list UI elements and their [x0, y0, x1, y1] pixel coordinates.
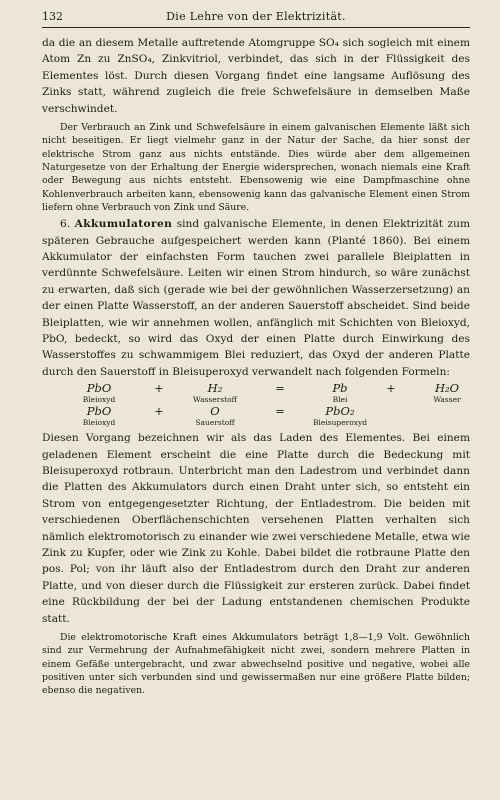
formula-operator: = — [275, 381, 285, 396]
formula-operator: + — [154, 381, 164, 396]
formula-label: Wasser — [433, 395, 461, 405]
section-accumulators — [42, 216, 470, 380]
section-text: sind galvanische Elemente, in denen Elektrizität zum späteren Gebrauche aufgespeichert werden kann (Planté 1860). Bei einem Akkumulator der einfachsten Form tauchen zwei parallele Bleiplatten in verdünnte Schwefelsäure. Leiten wir einen Strom hindurch, so wäre zunächst zu erwarten, daß sich (gerade wie bei der gewöhnlichen Wasserzersetzung) an der einen Platte Wasserstoff, an der anderen Sauerstoff abscheidet. Sind beide Bleiplatten, wie wir annehmen wollen, anfänglich mit Schichten von Bleioxyd, PbO, bedeckt, so wird das Oxyd der einen Platte durch Einwirkung des Wasserstoffes zu schwammigem Blei reduziert, das Oxyd der anderen Platte durch den Sauerstoff in Bleisuperoxyd verwandelt nach folgenden Formeln: — [42, 218, 471, 378]
formula-term: PbO — [86, 404, 112, 419]
formula-term: O — [210, 404, 220, 419]
formula-label: Bleioxyd — [82, 395, 116, 405]
formula-labels-2 — [42, 418, 470, 428]
paragraph-5-small: Die elektromotorische Kraft eines Akkumulators beträgt 1,8—1,9 Volt. Gewöhnlich sind zur Vermehrung der Aufnahmefähigkeit nicht zwei, sondern mehrere Platten in einem Gefäße untergebracht, und zwar abwechselnd positive und negative, wobei alle positiven unter sich verbunden sind und gewissermaßen nur eine größere Platte bilden; ebenso die negativen. — [42, 632, 470, 697]
paragraph-1: da die an diesem Metalle auftretende Atomgruppe SO₄ sich sogleich mit einem Atom Zn zu ZnSO₄, Zinkvitriol, verbindet, das sich in der Flüssigkeit des Elementes löst. Durch diesen Vorgang findet eine langsame Auflösung des Zinks statt, während zugleich die freie Schwefelsäure in demselben Maße verschwindet. — [42, 37, 470, 115]
formula-term: H₂ — [207, 381, 223, 396]
paragraph-2-small: Der Verbrauch an Zink und Schwefelsäure in einem galvanischen Elemente läßt sich nicht beseitigen. Er liegt vielmehr ganz in der Natur der Sache, da hier sonst der elektrische Strom ganz aus nichts entstände. Dies würde aber dem allgemeinen Naturgesetze von der Erhaltung der Energie widersprechen, wonach niemals eine Kraft oder Bewegung aus nichts entsteht. Ebensowenig wie eine Dampfmaschine ohne Kohlenverbrauch arbeiten kann, ebensowenig kann das galvanische Element einen Strom liefern ohne Verbrauch von Zink und Säure. — [42, 122, 470, 213]
formula-label: Blei — [332, 395, 348, 405]
section-number: 6. — [60, 218, 71, 231]
formula-term: Pb — [332, 381, 348, 396]
formula-term: PbO₂ — [325, 404, 355, 419]
formula-label: Bleioxyd — [82, 418, 116, 428]
page-number: 132 — [42, 10, 63, 23]
formula-label: Bleisuperoxyd — [312, 418, 368, 428]
formula-operator: + — [154, 404, 164, 419]
running-header — [42, 10, 470, 28]
running-title: Die Lehre von der Elektrizität. — [166, 10, 346, 23]
formula-label: Sauerstoff — [195, 418, 235, 428]
formula-term: H₂O — [434, 381, 460, 396]
formula-row-1 — [42, 382, 470, 395]
formula-term: PbO — [86, 381, 112, 396]
paragraph-4: Diesen Vorgang bezeichnen wir als das Laden des Elementes. Bei einem geladenen Element erscheint die eine Platte durch die Bedeckung mit Bleisuperoxyd rotbraun. Unterbricht man den Ladestrom und verbindet dann die Platten des Akkumulators durch einen Draht unter sich, so entsteht ein Strom von entgegengesetzter Richtung, der Entladestrom. Die beiden mit verschiedenen Oberflächenschichten versehenen Platten verhalten sich nämlich elektromotorisch zu einander wie zwei verschiedene Metalle, etwa wie Zink zu Kupfer, oder wie Zink zu Kohle. Dabei bildet die rotbraune Platte den pos. Pol; von ihr läuft also der Entladestrom durch den Draht zur anderen Platte, und von dieser durch die Flüssigkeit zur ersteren zurück. Dabei findet eine Rückbildung der bei der Ladung entstandenen chemischen Produkte statt. — [42, 432, 470, 625]
chemical-formulas — [42, 382, 470, 428]
formula-row-2 — [42, 405, 470, 418]
formula-operator: = — [275, 404, 285, 419]
formula-label: Wasserstoff — [193, 395, 237, 405]
section-heading: Akkumulatoren — [74, 218, 173, 231]
formula-operator: + — [386, 381, 396, 396]
